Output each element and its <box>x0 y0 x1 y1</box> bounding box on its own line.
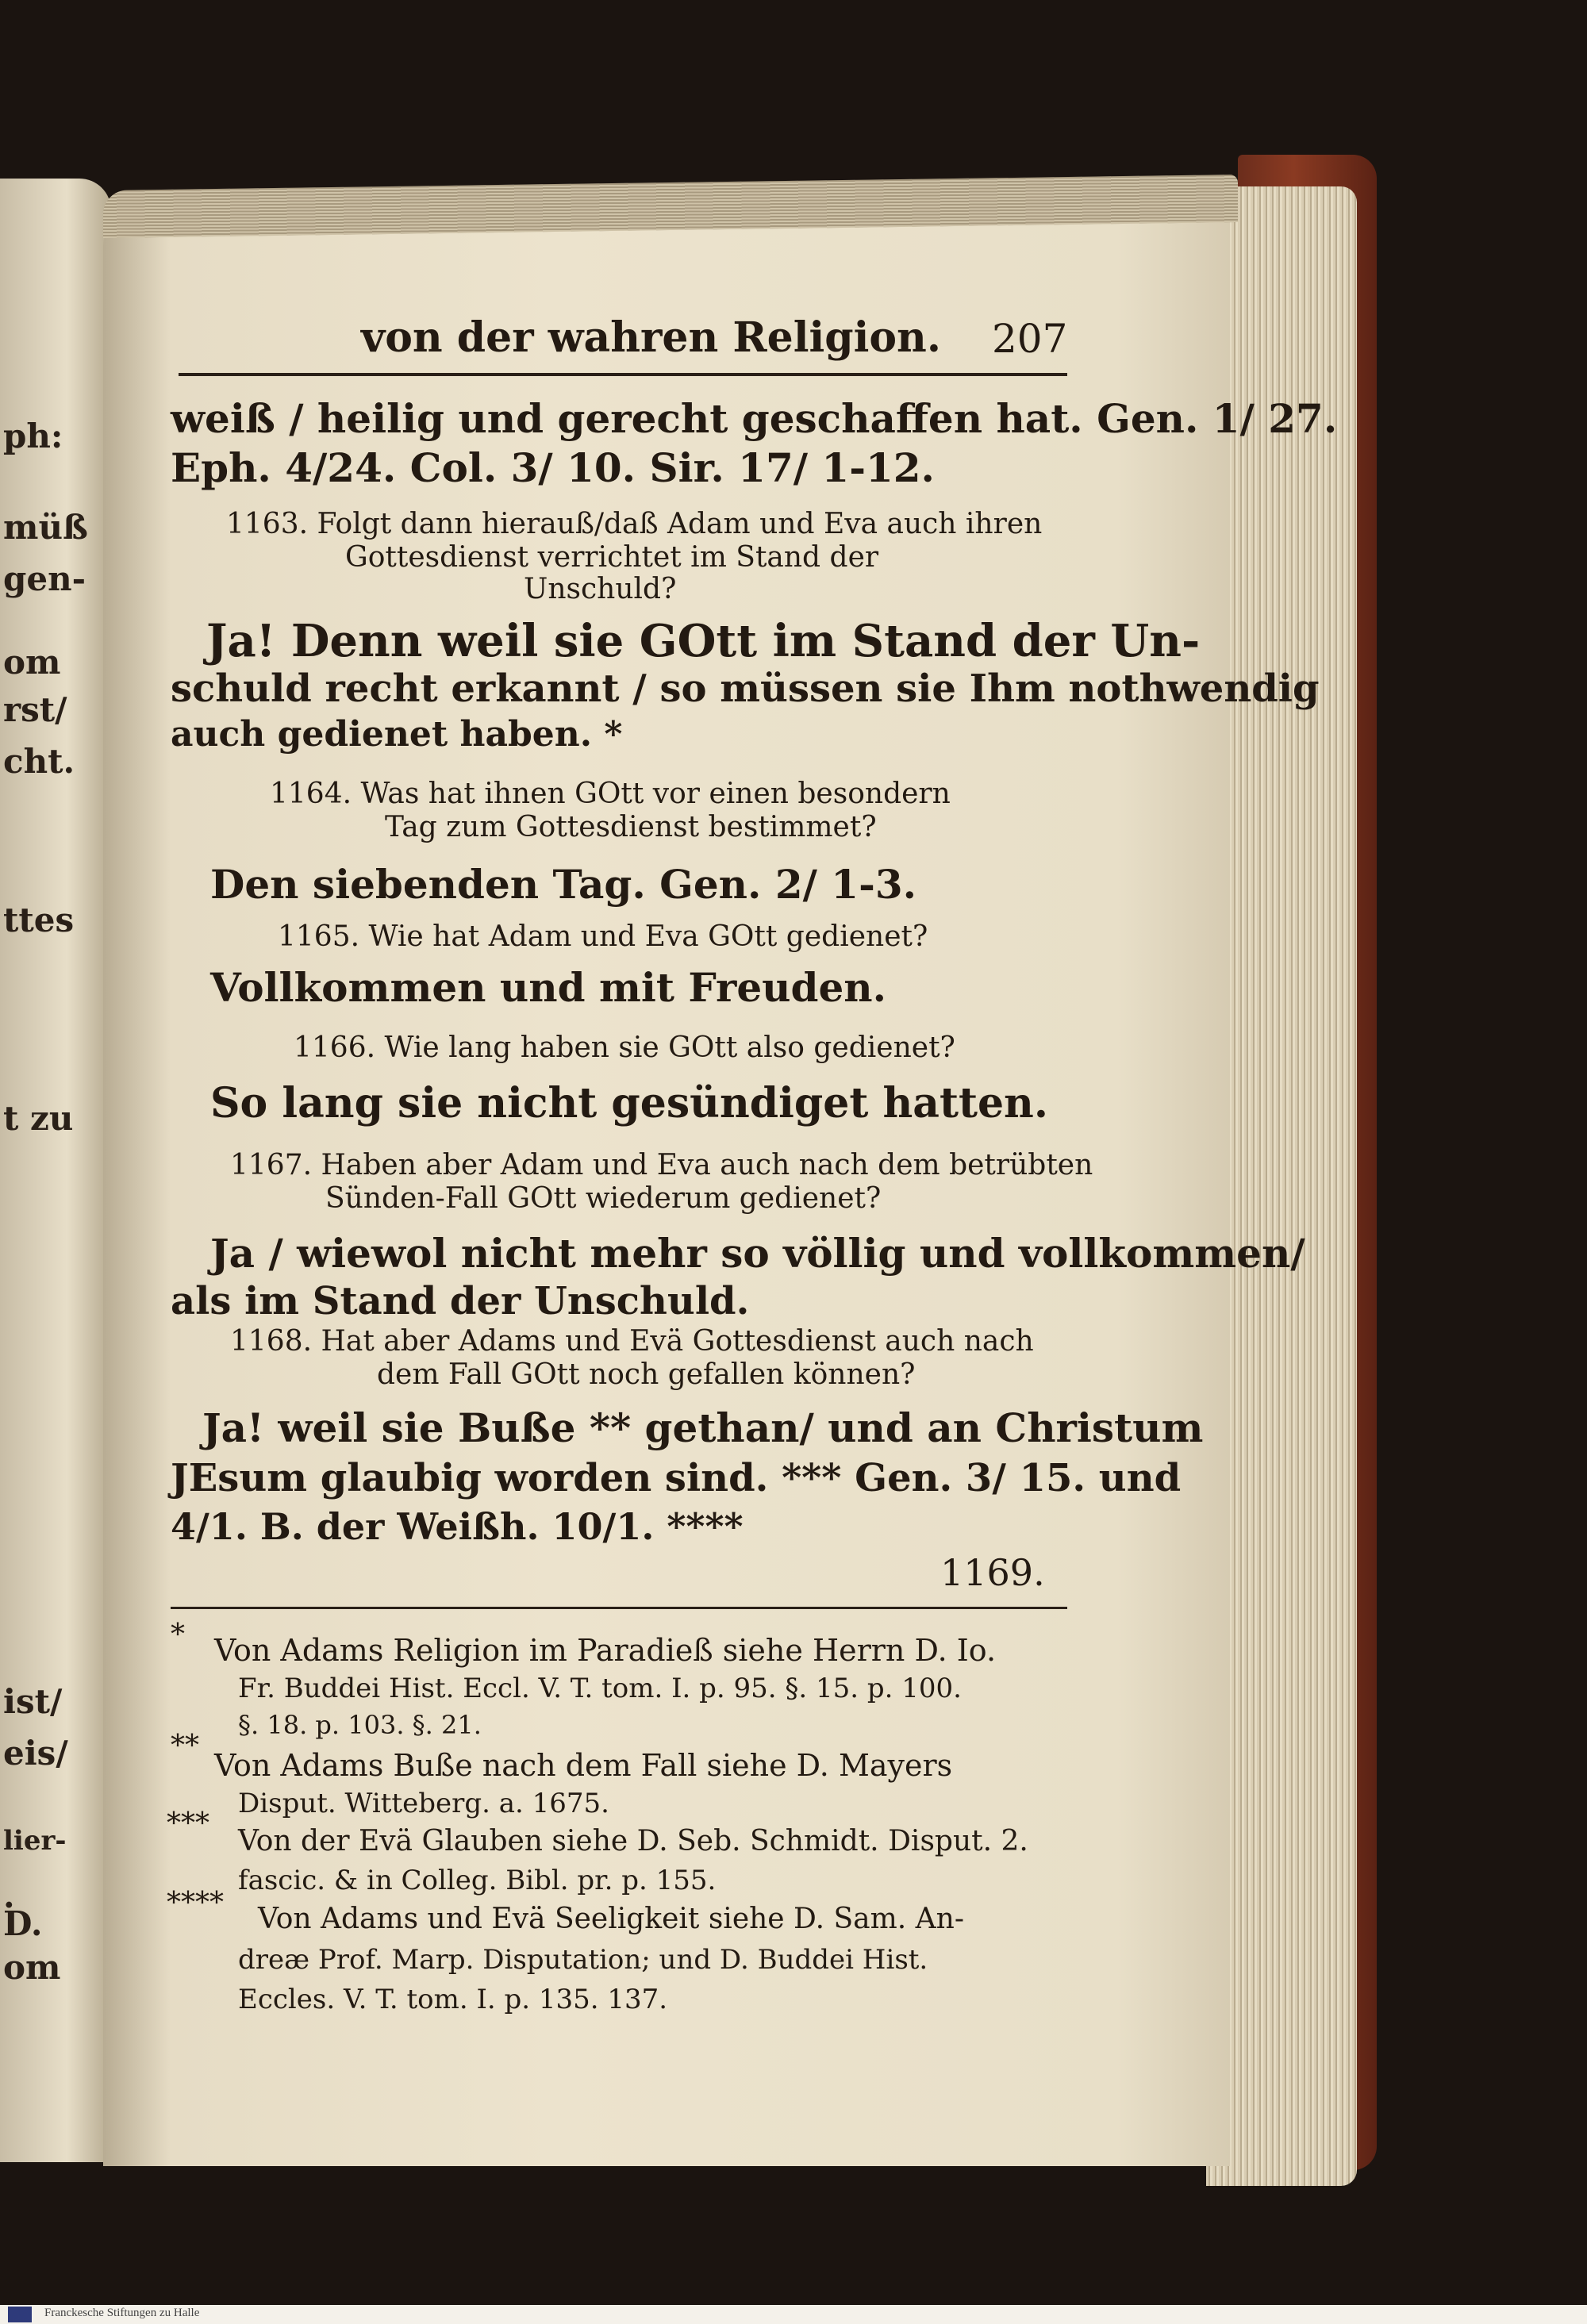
answer-line: Eph. 4/24. Col. 3/ 10. Sir. 17/ 1-12. <box>171 444 935 491</box>
answer-line: 4/1. B. der Weißh. 10/1. **** <box>171 1505 744 1548</box>
catchword: 1169. <box>940 1551 1045 1594</box>
footnote-line: Fr. Buddei Hist. Eccl. V. T. tom. I. p. 95. §. 15. p. 100. <box>238 1673 962 1704</box>
left-fragment: ttes <box>3 901 75 939</box>
question-line: Unschuld? <box>524 573 677 605</box>
credit-strip <box>0 2305 1587 2324</box>
footnote-line: fascic. & in Colleg. Bibl. pr. p. 155. <box>238 1865 717 1896</box>
answer-line: Ja / wiewol nicht mehr so völlig und vollkommen/ <box>210 1230 1305 1277</box>
left-fragment: ph: <box>3 417 63 455</box>
page-number: 207 <box>992 316 1068 362</box>
answer-line: weiß / heilig und gerecht geschaffen hat. Gen. 1/ 27. <box>171 395 1338 442</box>
question-line: 1166. Wie lang haben sie GOtt also gedienet? <box>294 1031 955 1064</box>
question-line: 1168. Hat aber Adams und Evä Gottesdienst auch nach <box>230 1325 1034 1358</box>
answer-line: Den siebenden Tag. Gen. 2/ 1-3. <box>210 861 917 908</box>
left-fragment: cht. <box>3 742 75 781</box>
footnote-line: Disput. Witteberg. a. 1675. <box>238 1788 609 1819</box>
footnote-line: Von Adams Religion im Paradieß siehe Herrn D. Io. <box>214 1633 997 1668</box>
question-line: 1163. Folgt dann hierauß/daß Adam und Eva auch ihren <box>226 508 1043 540</box>
left-fragment: t zu <box>3 1099 74 1138</box>
footnote-line: Von Adams und Evä Seeligkeit siehe D. Sam. An- <box>258 1903 965 1935</box>
answer-line: Ja! Denn weil sie GOtt im Stand der Un- <box>206 615 1201 667</box>
footnote-line: §. 18. p. 103. §. 21. <box>238 1710 482 1740</box>
answer-line: schuld recht erkannt / so müssen sie Ihm nothwendig <box>171 666 1320 711</box>
left-fragment: D. <box>3 1904 43 1943</box>
question-line: 1165. Wie hat Adam und Eva GOtt gedienet? <box>278 920 928 953</box>
footnote-marker: **** <box>167 1887 224 1919</box>
left-fragment: lier- <box>3 1825 67 1857</box>
question-line: 1167. Haben aber Adam und Eva auch nach dem betrübten <box>230 1149 1093 1181</box>
question-line: Sünden-Fall GOtt wiederum gedienet? <box>325 1182 882 1215</box>
answer-line: als im Stand der Unschuld. <box>171 1279 750 1323</box>
answer-line: So lang sie nicht gesündiget hatten. <box>210 1079 1048 1127</box>
footnote-marker: *** <box>167 1807 209 1840</box>
left-fragment: eis/ <box>3 1734 68 1773</box>
footnote-marker: ** <box>171 1730 199 1762</box>
question-line: Tag zum Gottesdienst bestimmet? <box>385 811 877 843</box>
left-page <box>0 179 111 2162</box>
left-fragment: rst/ <box>3 690 67 729</box>
left-fragment: ist/ <box>3 1682 63 1721</box>
question-line: Gottesdienst verrichtet im Stand der <box>345 541 879 574</box>
question-line: dem Fall GOtt noch gefallen können? <box>377 1358 916 1391</box>
left-fragment: om <box>3 643 61 682</box>
answer-line: JEsum glaubig worden sind. *** Gen. 3/ 15. und <box>171 1456 1182 1500</box>
header-rule <box>179 373 1067 376</box>
answer-line: auch gedienet haben. * <box>171 714 623 755</box>
footnote-marker: * <box>171 1619 185 1651</box>
credit-text: Franckesche Stiftungen zu Halle <box>44 2307 200 2319</box>
left-fragment: . <box>3 1876 15 1915</box>
answer-line: Vollkommen und mit Freuden. <box>210 964 887 1011</box>
footnote-rule <box>171 1607 1067 1609</box>
left-fragment: om <box>3 1948 61 1987</box>
left-fragment: müß <box>3 508 88 547</box>
footnote-line: Von der Evä Glauben siehe D. Seb. Schmidt. Disput. 2. <box>238 1825 1028 1857</box>
left-fragment: gen- <box>3 559 86 598</box>
footnote-line: Eccles. V. T. tom. I. p. 135. 137. <box>238 1984 668 2015</box>
answer-line: Ja! weil sie Buße ** gethan/ und an Christum <box>202 1404 1204 1451</box>
footnote-line: dreæ Prof. Marp. Disputation; und D. Buddei Hist. <box>238 1944 928 1976</box>
running-title: von der wahren Religion. <box>361 313 941 362</box>
question-line: 1164. Was hat ihnen GOtt vor einen besondern <box>270 778 951 810</box>
footnote-line: Von Adams Buße nach dem Fall siehe D. Mayers <box>214 1748 953 1783</box>
institution-logo-icon <box>8 2307 32 2322</box>
